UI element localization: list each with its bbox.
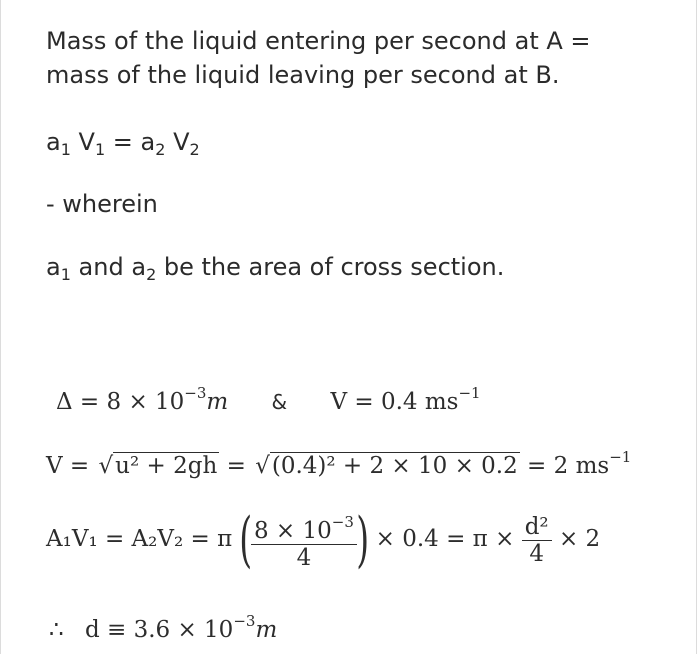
fraction-1: $\frac{8 \times 10^{-3}}{4}$ [251,509,357,571]
area-definition: $a_1$ and $a_2$ be the area of cross section. [46,253,505,284]
right-paren: ) [356,505,370,575]
ampersand: & [271,390,288,414]
wherein-label: - wherein [46,190,158,218]
continuity-equation: $a_1$ $V_1 = a_2$ $V_2$ [46,128,200,159]
given-values: $\Delta = 8 \times 10^{-3}m$ & V = 0.4 $ms^{-1}$ [56,384,481,415]
statement-line-1: Mass of the liquid entering per second at A = [46,27,591,55]
statement-line-2: mass of the liquid leaving per second at B. [46,61,560,89]
continuity-substitution: A₁V₁ = A₂V₂ = π ( $\frac{8 \times 10^{-3}}{4}$ ) × 0.4 = π × $\frac{\text{d²}}{4}$ × 2 [46,505,601,575]
sqrt-1: √u² + 2gh [98,453,218,479]
sqrt-2: √(0.4)² + 2 × 10 × 0.2 [255,453,518,479]
fraction-2: $\frac{\text{d²}}{4}$ [522,514,552,567]
therefore-symbol: ∴ [49,617,64,643]
final-result: ∴ $d \equiv 3.6 \times 10^{-3}m$ [49,612,278,643]
velocity-equation: V = √u² + 2gh = √(0.4)² + 2 × 10 × 0.2 = 2 $ms^{-1}$ [46,448,632,479]
left-paren: ( [238,505,252,575]
continuity-statement [46,24,591,92]
